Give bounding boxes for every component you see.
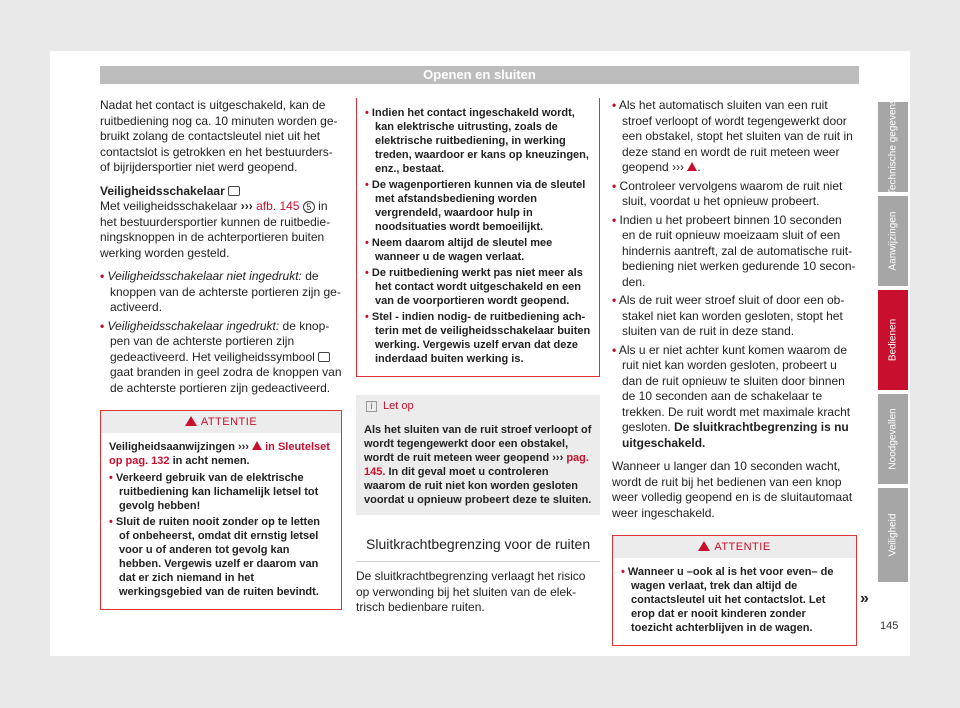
warning-item: • De wagenportieren kunnen via de sleutel met afstandsbediening worden vergrendeld, waardoor hulp in noodsituaties wordt bemoeilijkt. <box>365 179 586 233</box>
warning-item: • Indien het contact ingeschakeld wordt, kan elektrische uitrusting, zoals de elektrische ruitbediening, in werking treden, waardoor er kans op kneuzingen, enz., bestaat. <box>365 107 589 175</box>
intro-paragraph: Nadat het contact is uitgeschakeld, kan de ruitbediening nog ca. 10 minuten worden gebruikt zolang de contactsleutel niet uit het contactslot is getrokken en het bestuurders- of bijrijdersportier niet werd geopend. <box>100 98 338 174</box>
warning-item: • Neem daarom altijd de sleutel mee wanneer u de wagen verlaat. <box>365 237 553 263</box>
warning-item: • Verkeerd gebruik van de elektrische ruitbediening kan lichamelijk letsel tot gevolg hebben! <box>109 472 319 512</box>
window-lock-icon <box>318 352 330 362</box>
window-lock-icon <box>228 186 240 196</box>
note-header: i Let op <box>356 395 600 417</box>
warning-item: • Sluit de ruiten nooit zonder op te letten of onbeheerst, omdat dit ernstig letsel voor u of anderen tot gevolg kan hebben. Vergewis uzelf er daarom van dat er zich niemand in het werkingsgebied van de ruiten bevindt. <box>109 516 321 598</box>
warning-item: • Wanneer u –ook al is het voor even– de wagen verlaat, trek dan altijd de contactsleutel uit het contactslot. Let erop dat er nooit kinderen zonder toezicht achterblijven in de wagen. <box>621 566 834 634</box>
list-item: • Veiligheidsschakelaar niet ingedrukt: de knoppen van de achterste portieren zijn geactiveerd. <box>100 269 341 314</box>
page-title: Openen en sluiten <box>100 66 859 84</box>
page-number: 145 <box>880 620 899 632</box>
section-paragraph: De sluitkrachtbegrenzing verlaagt het risico op verwonding bij het sluiten van de elektrisch bedienbare ruiten. <box>356 569 586 614</box>
warning-intro: Veiligheidsaanwijzingen ››› in Sleutelset op pag. 132 in acht nemen. <box>109 441 330 467</box>
section-heading: Veiligheidsschakelaar <box>100 184 342 200</box>
callout-number: 5 <box>303 201 315 213</box>
paragraph: Wanneer u langer dan 10 seconden wacht, wordt de ruit bij het bedienen van een knop weer volledig geopend en is de sluitautomaat weer ingeschakeld. <box>612 459 853 520</box>
list-item: • Als u er niet achter kunt komen waarom de ruit niet kan worden gesloten, probeert u dan de ruit opnieuw te sluiten door binnen de 10 seconden aan de schakelaar te trekken. De ruit wordt met maximale kracht gesloten. De sluitkrachtbegrenzing is nu uitgeschakeld. <box>612 342 851 450</box>
warning-icon <box>185 416 197 426</box>
warning-item: • De ruitbediening werkt pas niet meer als het contact wordt uitgeschakeld en een van de voorportieren wordt geopend. <box>365 267 583 307</box>
warning-icon <box>252 441 262 450</box>
continued-arrow-icon: » <box>860 590 869 607</box>
warning-box <box>612 535 857 646</box>
warning-icon <box>687 162 697 171</box>
warning-box <box>100 410 342 610</box>
figure-link[interactable]: afb. 145 <box>256 199 300 213</box>
list-item: • Als de ruit weer stroef sluit of door een obstakel niet kan worden gesloten, stopt het sluiten van de ruit in deze stand. <box>612 293 845 338</box>
tab-aanwijzingen[interactable]: Aanwijzingen <box>878 196 908 286</box>
note-box <box>356 395 600 515</box>
warning-box-continued <box>356 98 600 377</box>
column-2 <box>356 98 600 624</box>
reference-link[interactable]: pag. 145. <box>364 452 589 478</box>
info-icon: i <box>366 401 377 412</box>
section-heading: Sluitkrachtbegrenzing voor de ruiten <box>356 535 600 553</box>
column-3 <box>612 98 857 646</box>
tab-veiligheid[interactable]: Veiligheid <box>878 488 908 582</box>
paragraph: Met veiligheidsschakelaar ››› afb. 145 5 in het bestuurdersportier kunnen de ruitbedieningsknoppen in de achterportieren buiten werking worden gesteld. <box>100 199 331 260</box>
list-item: • Controleer vervolgens waarom de ruit niet sluit, voordat u het opnieuw probeert. <box>612 178 843 208</box>
note-text: Als het sluiten van de ruit stroef verloopt of wordt tegengewerkt door een obstakel, wordt de ruit meteen weer geopend ››› pag. 145. In dit geval moet u controleren waarom de ruit niet kon worden gesloten voordat u opnieuw probeert deze te sluiten. <box>364 424 592 506</box>
list-item: • Veiligheidsschakelaar ingedrukt: de knoppen van de achterste portieren zijn gedeactiveerd. Het veiligheidssymbool gaat branden in geel zodra de knoppen van de achterste portieren zijn gedeactiveerd. <box>100 318 342 395</box>
warning-item: • Stel - indien nodig- de ruitbediening achterin met de veiligheidsschakelaar buiten werking. Vergewis uzelf ervan dat deze inderdaad buiten werking is. <box>365 311 591 365</box>
tab-technische-gegevens[interactable]: Technische gegevens <box>878 102 908 192</box>
warning-header: ATTENTIE <box>101 411 341 433</box>
warning-icon <box>698 541 710 551</box>
tab-bedienen[interactable]: Bedienen <box>878 290 908 390</box>
reference-link[interactable]: in Sleutelset op pag. 132 <box>109 441 330 467</box>
warning-header: ATTENTIE <box>613 536 856 558</box>
tab-noodgevallen[interactable]: Noodgevallen <box>878 394 908 484</box>
list-item: • Indien u het probeert binnen 10 seconden en de ruit opnieuw moeizaam sluit of een hindernis aantreft, zal de automatische ruitbediening niet werken gedurende 10 seconden. <box>612 212 856 289</box>
column-1 <box>100 98 342 610</box>
list-item: • Als het automatisch sluiten van een ruit stroef verloopt of wordt tegengewerkt door een obstakel, stopt het sluiten van de ruit in deze stand en wordt de ruit meteen weer geopend ››› . <box>612 98 853 174</box>
